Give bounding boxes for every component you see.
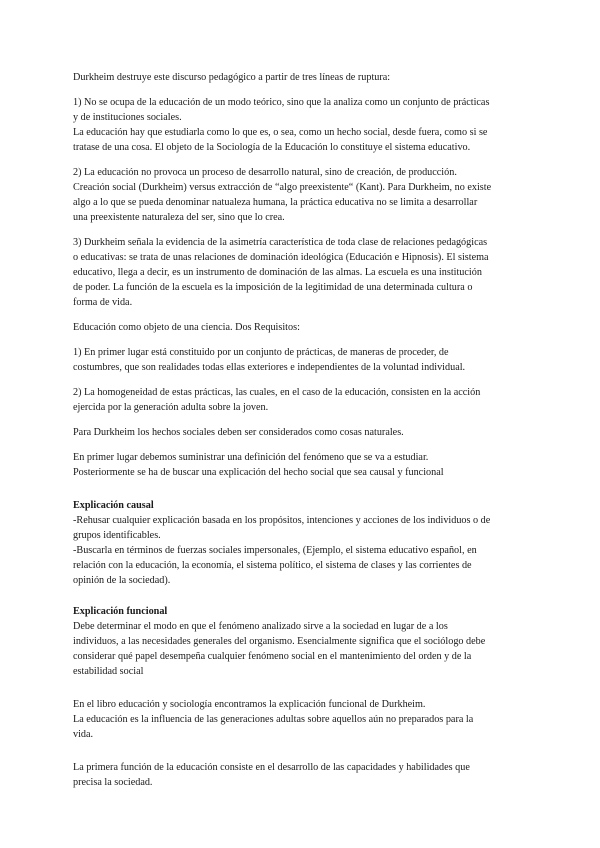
- causal-heading: Explicación causal: [73, 500, 154, 511]
- functional-explanation-section: [73, 604, 528, 679]
- text-line: 2) La homogeneidad de estas prácticas, las cuales, en el caso de la educación, consisten en la acción: [73, 387, 481, 398]
- text-line: estabilidad social: [73, 666, 144, 677]
- text-line: grupos identificables.: [73, 530, 161, 541]
- causal-explanation-section: [73, 498, 528, 588]
- point-2-paragraph: [73, 165, 528, 225]
- text-line: y de instituciones sociales.: [73, 112, 182, 123]
- functional-heading: Explicación funcional: [73, 606, 168, 617]
- first-place-paragraph: [73, 450, 528, 480]
- text-line: 1) No se ocupa de la educación de un modo teórico, sino que la analiza como un conjunto de prácticas: [73, 97, 490, 108]
- text-line: La educación es la influencia de las generaciones adultas sobre aquellos aún no preparados para la: [73, 714, 474, 725]
- first-function-paragraph: [73, 760, 528, 790]
- text-line: En el libro educación y sociología encontramos la explicación funcional de Durkheim.: [73, 699, 426, 710]
- text-line: costumbres, que son realidades todas ellas exteriores e independientes de la voluntad individual.: [73, 362, 466, 373]
- text-line: Debe determinar el modo en que el fenómeno analizado sirve a la sociedad en lugar de a los: [73, 621, 448, 632]
- social-facts-paragraph: [73, 425, 528, 440]
- intro-paragraph: [73, 70, 528, 85]
- document-page: [73, 70, 528, 800]
- text-line: Creación social (Durkheim) versus extracción de “algo preexistente“ (Kant). Para Durkheim, no existe: [73, 182, 492, 193]
- text-line: La primera función de la educación consiste en el desarrollo de las capacidades y habilidades que: [73, 762, 470, 773]
- requirement-2-paragraph: [73, 385, 528, 415]
- text-line: forma de vida.: [73, 297, 133, 308]
- text-line: opinión de la sociedad).: [73, 575, 171, 586]
- text-line: relación con la educación, la economía, el sistema político, el sistema de clases y las corrientes de: [73, 560, 472, 571]
- text-line: individuos, a las necesidades generales del organismo. Esencialmente significa que el sociólogo debe: [73, 636, 486, 647]
- text-line: algo a lo que se pueda denominar natualeza humana, la práctica educativa no se limita a desarrollar: [73, 197, 478, 208]
- text-line: -Buscarla en términos de fuerzas sociales impersonales, (Ejemplo, el sistema educativo español, en: [73, 545, 477, 556]
- text-line: 3) Durkheim señala la evidencia de la asimetría característica de toda clase de relaciones pedagógicas: [73, 237, 488, 248]
- text-line: Posteriormente se ha de buscar una explicación del hecho social que sea causal y funcional: [73, 467, 444, 478]
- text-line: considerar qué papel desempeña cualquier fenómeno social en el mantenimiento del orden y de la: [73, 651, 472, 662]
- text-line: precisa la sociedad.: [73, 777, 153, 788]
- text-line: En primer lugar debemos suministrar una definición del fenómeno que se va a estudiar.: [73, 452, 429, 463]
- text-line: Para Durkheim los hechos sociales deben ser considerados como cosas naturales.: [73, 427, 404, 438]
- text-line: tratase de una cosa. El objeto de la Sociología de la Educación lo constituye el sistema educativo.: [73, 142, 471, 153]
- text-line: vida.: [73, 729, 94, 740]
- point-1-paragraph: [73, 95, 528, 155]
- text-line: o educativas: se trata de unas relaciones de dominación ideológica (Educación e Hipnosis). El sistema: [73, 252, 489, 263]
- requirement-1-paragraph: [73, 345, 528, 375]
- text-line: Durkheim destruye este discurso pedagógico a partir de tres líneas de ruptura:: [73, 72, 391, 83]
- text-line: educativo, llega a decir, es un instrumento de dominación de las almas. La escuela es una institución: [73, 267, 482, 278]
- text-line: 2) La educación no provoca un proceso de desarrollo natural, sino de creación, de producción.: [73, 167, 457, 178]
- text-line: -Rehusar cualquier explicación basada en los propósitos, intenciones y acciones de los individuos o de: [73, 515, 491, 526]
- point-3-paragraph: [73, 235, 528, 310]
- text-line: de poder. La función de la escuela es la imposición de la legitimidad de una determinada cultura o: [73, 282, 473, 293]
- book-paragraph: [73, 697, 528, 742]
- text-line: La educación hay que estudiarla como lo que es, o sea, como un hecho social, desde fuera, como si se: [73, 127, 488, 138]
- text-line: una preexistente naturaleza del ser, sino que lo crea.: [73, 212, 285, 223]
- text-line: ejercida por la generación adulta sobre la joven.: [73, 402, 269, 413]
- science-title-paragraph: [73, 320, 528, 335]
- text-line: 1) En primer lugar está constituido por un conjunto de prácticas, de maneras de proceder, de: [73, 347, 449, 358]
- text-line: Educación como objeto de una ciencia. Dos Requisitos:: [73, 322, 300, 333]
